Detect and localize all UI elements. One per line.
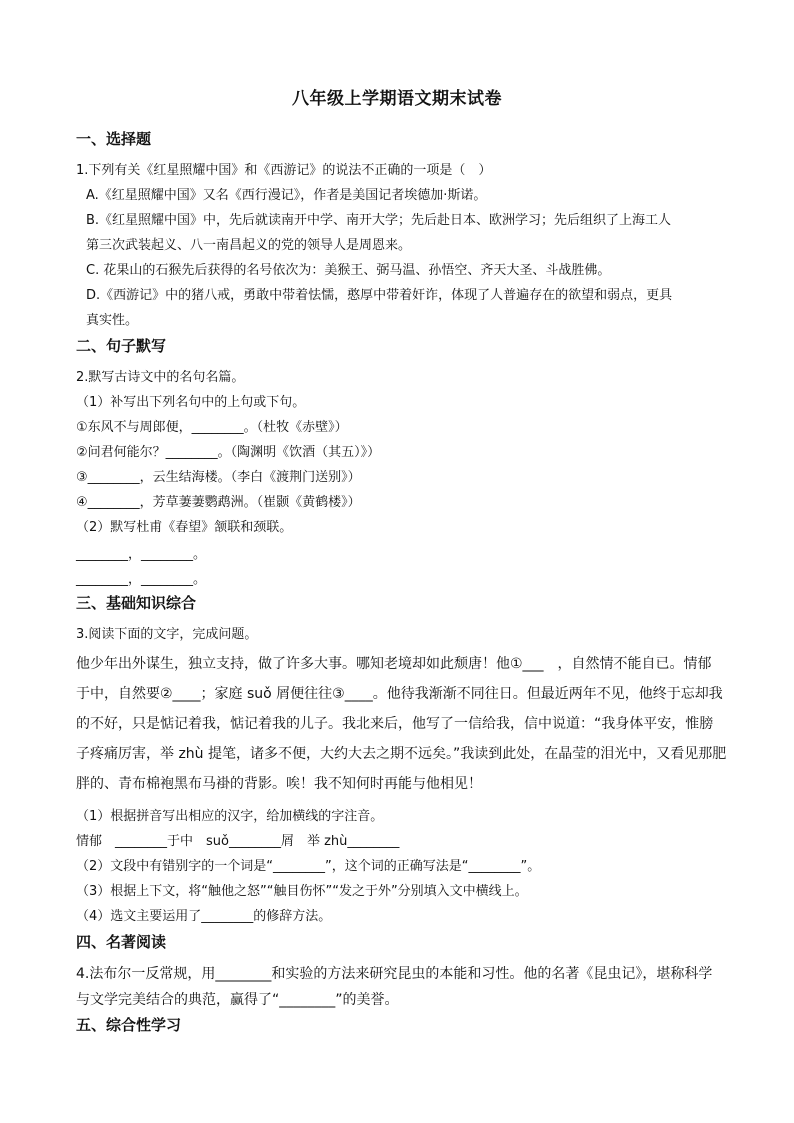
q3-sub3: （3）根据上下文，将“触他之怒”“触目伤怀”“发之于外”分别填入文中横线上。 [76, 884, 528, 899]
q4-line2: 与文学完美结合的典范，赢得了“________”的美誉。 [76, 992, 399, 1008]
q4-line1: 4.法布尔一反常规，用________和实验的方法来研究昆虫的本能和习性。他的名著《昆虫记》，堪称科学 [76, 966, 713, 982]
q2-part2: （2）默写杜甫《春望》颔联和颈联。 [76, 520, 293, 535]
q2-blank-line2: ________，________。 [76, 572, 207, 587]
q2-stem: 2.默写古诗文中的名句名篇。 [76, 370, 245, 385]
q3-text-line1: 他少年出外谋生，独立支持，做了许多大事。哪知老境却如此颓唐！他①___ ，自然情不能自已。情郁 [76, 656, 712, 672]
q3-stem: 3.阅读下面的文字，完成问题。 [76, 627, 258, 642]
q2-line3: ③________，云生结海楼。（李白《渡荆门送别》） [76, 470, 361, 485]
q3-text-line2: 于中，自然要②____；家庭 suǒ 屑便往往③____。他待我渐渐不同往日。但最近两年不见，他终于忘却我 [76, 686, 723, 702]
q3-sub2: （2）文段中有错别字的一个词是“________”，这个词的正确写法是“________”。 [76, 859, 541, 874]
q2-line2: ②问君何能尔？________。（陶渊明《饮酒（其五）》） [76, 445, 381, 460]
q1-stem: 1.下列有关《红星照耀中国》和《西游记》的说法不正确的一项是（ ） [76, 163, 492, 178]
q3-text-line3: 的不好，只是惦记着我，惦记着我的儿子。我北来后，他写了一信给我，信中说道：“我身体平安，惟膀 [76, 716, 714, 732]
q1-option-d-line1: D.《西游记》中的猪八戒，勇敢中带着怯懦，憨厚中带着奸诈，体现了人普遍存在的欲望和弱点，更具 [86, 288, 673, 303]
section-heading-basic-knowledge: 三、基础知识综合 [76, 594, 197, 612]
q3-sub1: （1）根据拼音写出相应的汉字，给加横线的字注音。 [76, 809, 384, 824]
q1-option-c: C. 花果山的石猴先后获得的名号依次为：美猴王、弼马温、孙悟空、齐天大圣、斗战胜佛。 [86, 263, 611, 278]
q3-sub4: （4）选文主要运用了________的修辞方法。 [76, 909, 332, 924]
q2-line4: ④________，芳草萋萋鹦鹉洲。（崔颢《黄鹤楼》） [76, 495, 361, 510]
q2-line1: ①东风不与周郎便，________。（杜牧《赤壁》） [76, 420, 348, 435]
q3-text-line4: 子疼痛厉害，举 zhù 提笔，诸多不便，大约大去之期不远矣。”我读到此处，在晶莹的泪光中，又看见那肥 [76, 746, 727, 762]
section-heading-choice: 一、选择题 [76, 130, 152, 148]
q1-option-a: A.《红星照耀中国》又名《西行漫记》，作者是美国记者埃德加·斯诺。 [86, 188, 487, 203]
q2-part1: （1）补写出下列名句中的上句或下句。 [76, 395, 306, 410]
q2-blank-line1: ________，________。 [76, 547, 207, 562]
page-title: 八年级上学期语文期末试卷 [292, 89, 502, 109]
section-heading-classics-reading: 四、名著阅读 [76, 933, 167, 951]
section-heading-comprehensive-study: 五、综合性学习 [76, 1016, 182, 1034]
q3-text-line5: 胖的、青布棉袍黑布马褂的背影。唉！我不知何时再能与他相见！ [76, 776, 482, 792]
q1-option-d-line2: 真实性。 [86, 313, 139, 328]
q3-sub1-blanks: 情郁 ________于中 suǒ________屑 举 zhù________ [76, 834, 400, 849]
section-heading-dictation: 二、句子默写 [76, 337, 167, 355]
q1-option-b-line2: 第三次武装起义、八一南昌起义的党的领导人是周恩来。 [86, 238, 412, 253]
q1-option-b-line1: B.《红星照耀中国》中，先后就读南开中学、南开大学；先后赴日本、欧洲学习；先后组织了上海工人 [86, 213, 672, 228]
